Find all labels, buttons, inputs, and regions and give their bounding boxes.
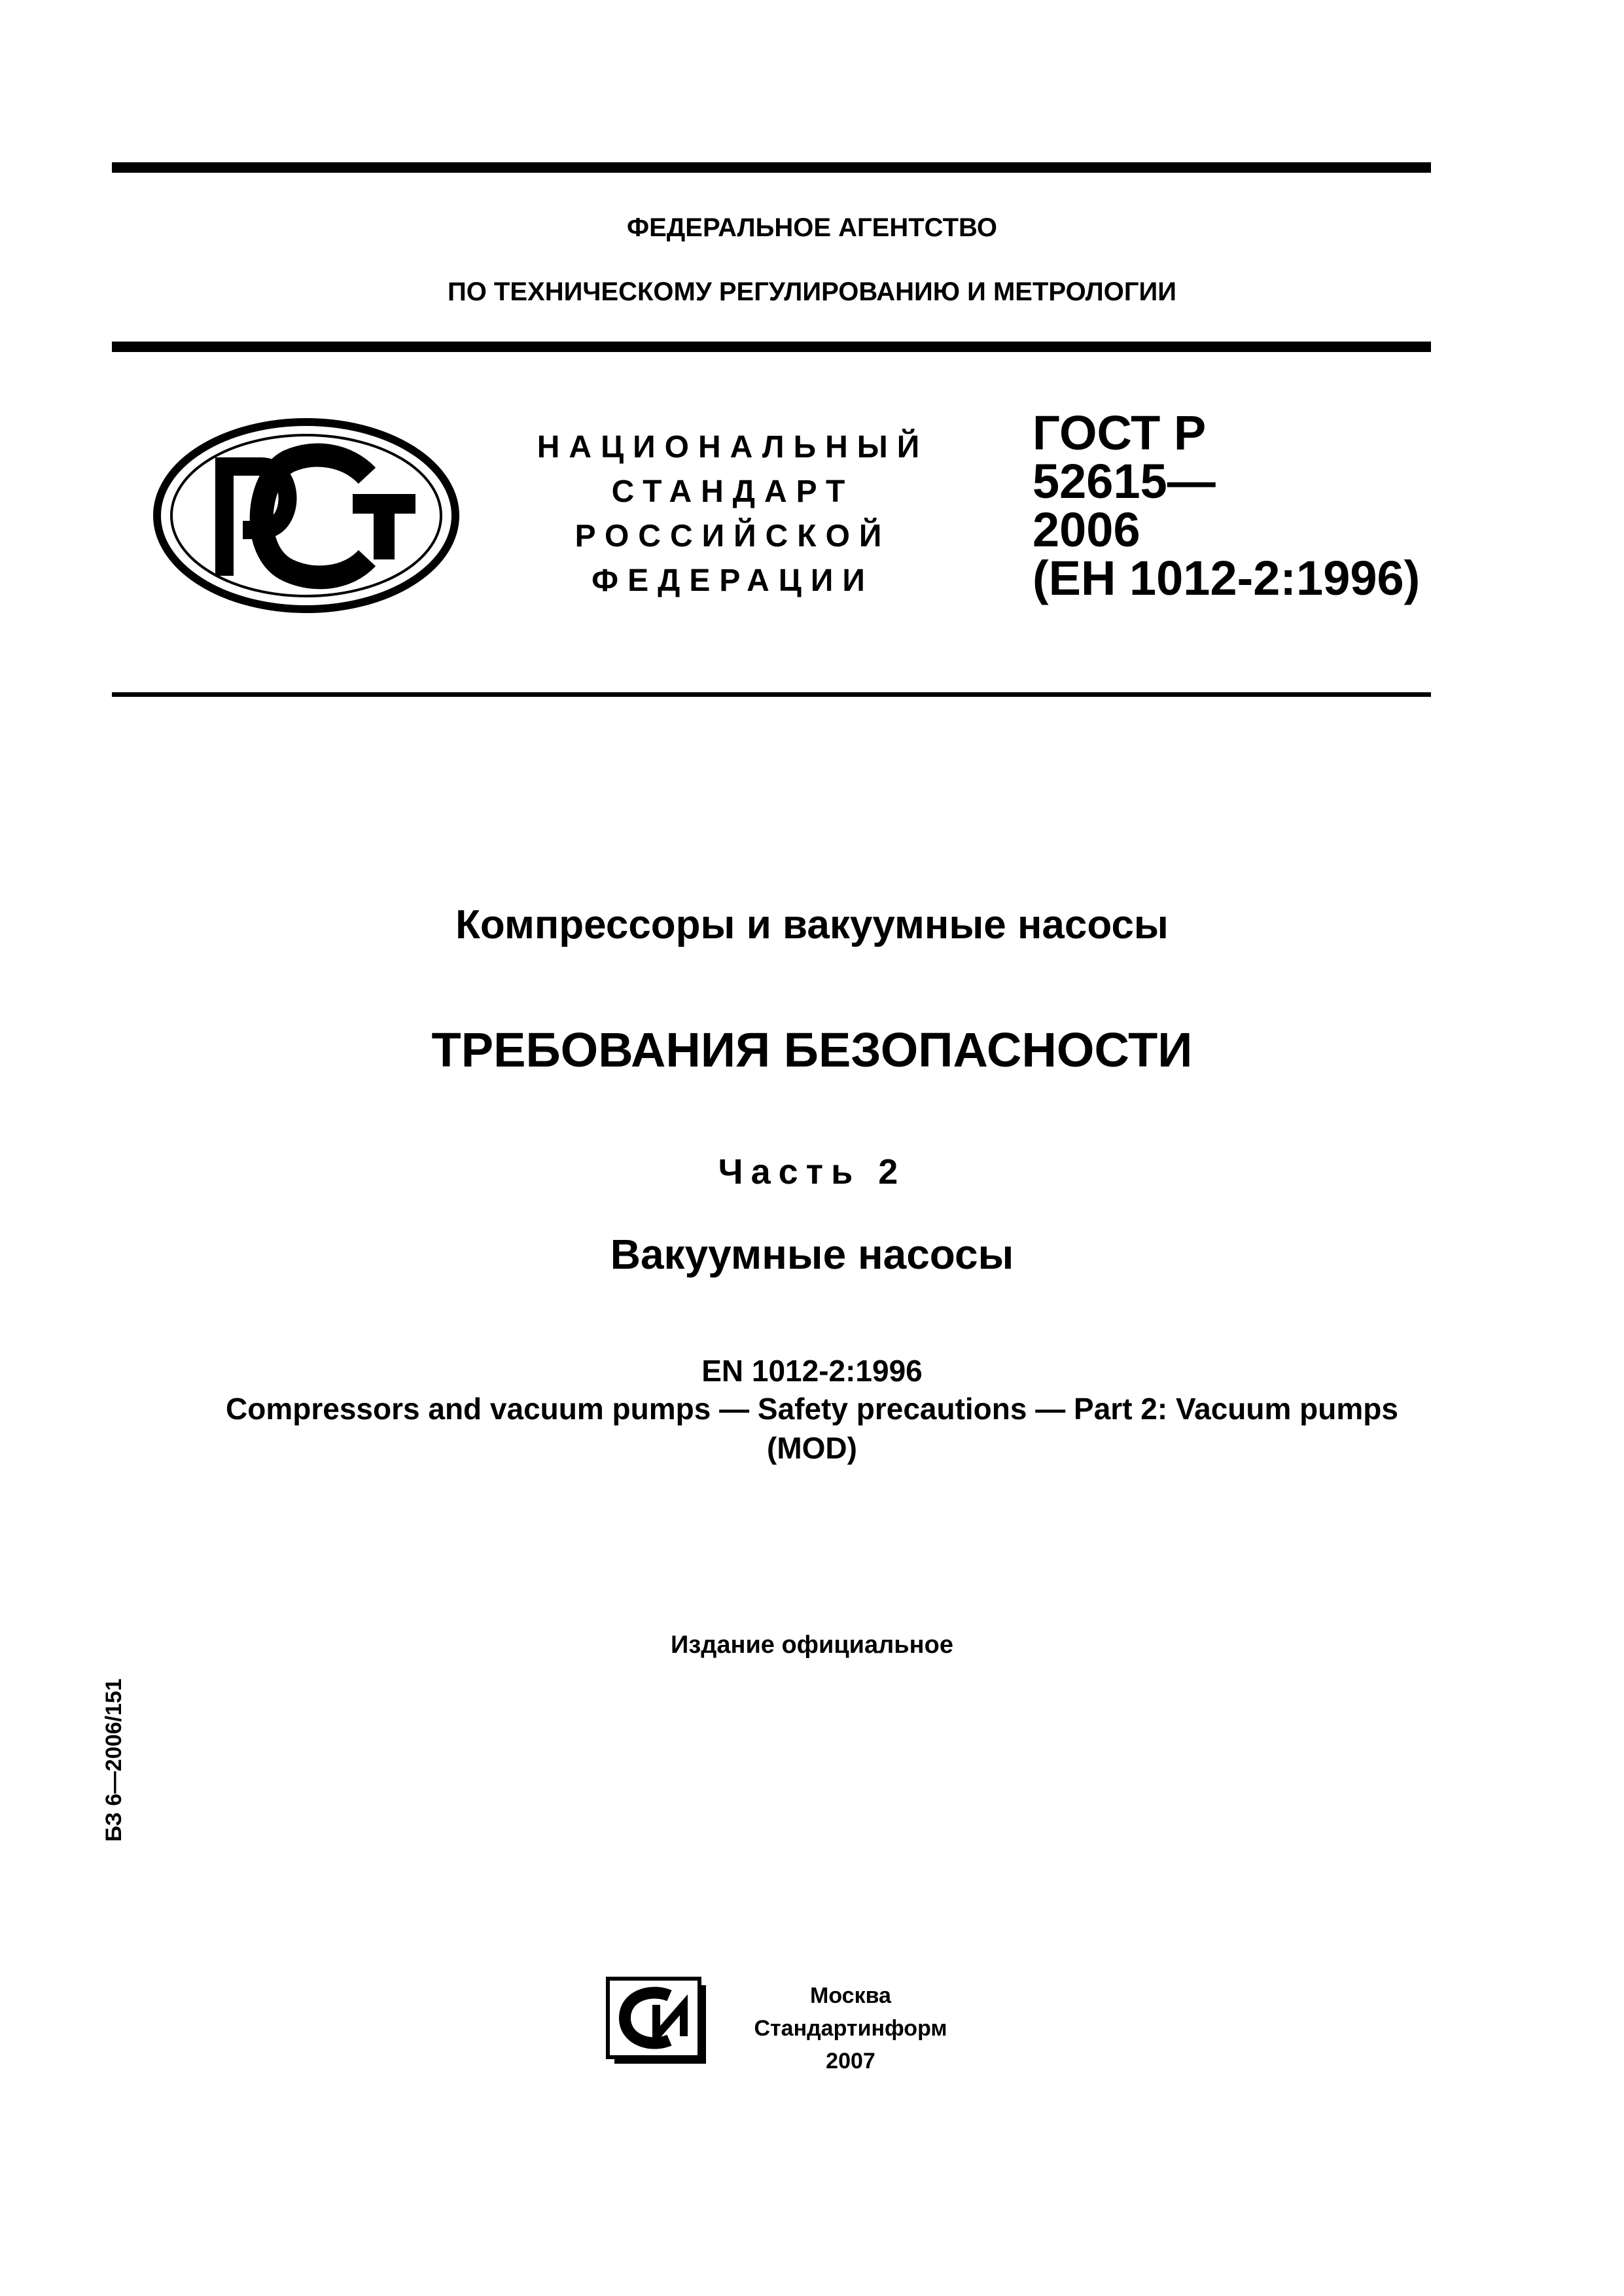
gost-line-2: 52615— [1033,454,1216,508]
top-rule [112,162,1431,173]
publisher-city: Москва [810,1983,891,2008]
national-line-4: ФЕДЕРАЦИИ [591,563,874,598]
en-title: Compressors and vacuum pumps — Safety precautions — Part 2: Vacuum pumps [226,1392,1398,1426]
agency-line-2: ПО ТЕХНИЧЕСКОМУ РЕГУЛИРОВАНИЮ И МЕТРОЛОГИИ [447,277,1177,306]
gost-line-3: 2006 [1033,503,1140,557]
en-mod: (MOD) [767,1431,857,1465]
publisher-year: 2007 [826,2049,875,2074]
edition-label: Издание официальное [671,1631,953,1659]
publisher-block [720,1979,981,2077]
standartinform-logo-icon [605,1976,710,2068]
part-number: Часть 2 [718,1152,906,1192]
header-rule [112,342,1431,352]
gost-number [1033,406,1425,605]
gost-line-1: ГОСТ Р [1033,406,1207,460]
standard-rule [112,692,1431,697]
rst-logo-icon [151,415,462,616]
document-subtitle: ТРЕБОВАНИЯ БЕЗОПАСНОСТИ [431,1023,1193,1077]
national-line-3: РОССИЙСКОЙ [574,519,891,554]
side-code: БЗ 6—2006/151 [101,1678,126,1842]
publisher-name: Стандартинформ [754,2016,947,2041]
document-title: Компрессоры и вакуумные насосы [455,902,1169,947]
en-code: EN 1012-2:1996 [701,1354,923,1388]
part-title: Вакуумные насосы [610,1231,1014,1278]
gost-line-4: (ЕН 1012-2:1996) [1033,551,1421,605]
national-line-1: НАЦИОНАЛЬНЫЙ [537,430,929,465]
national-standard-label [517,425,949,603]
agency-line-1: ФЕДЕРАЛЬНОЕ АГЕНТСТВО [626,213,998,242]
national-line-2: СТАНДАРТ [611,474,855,509]
